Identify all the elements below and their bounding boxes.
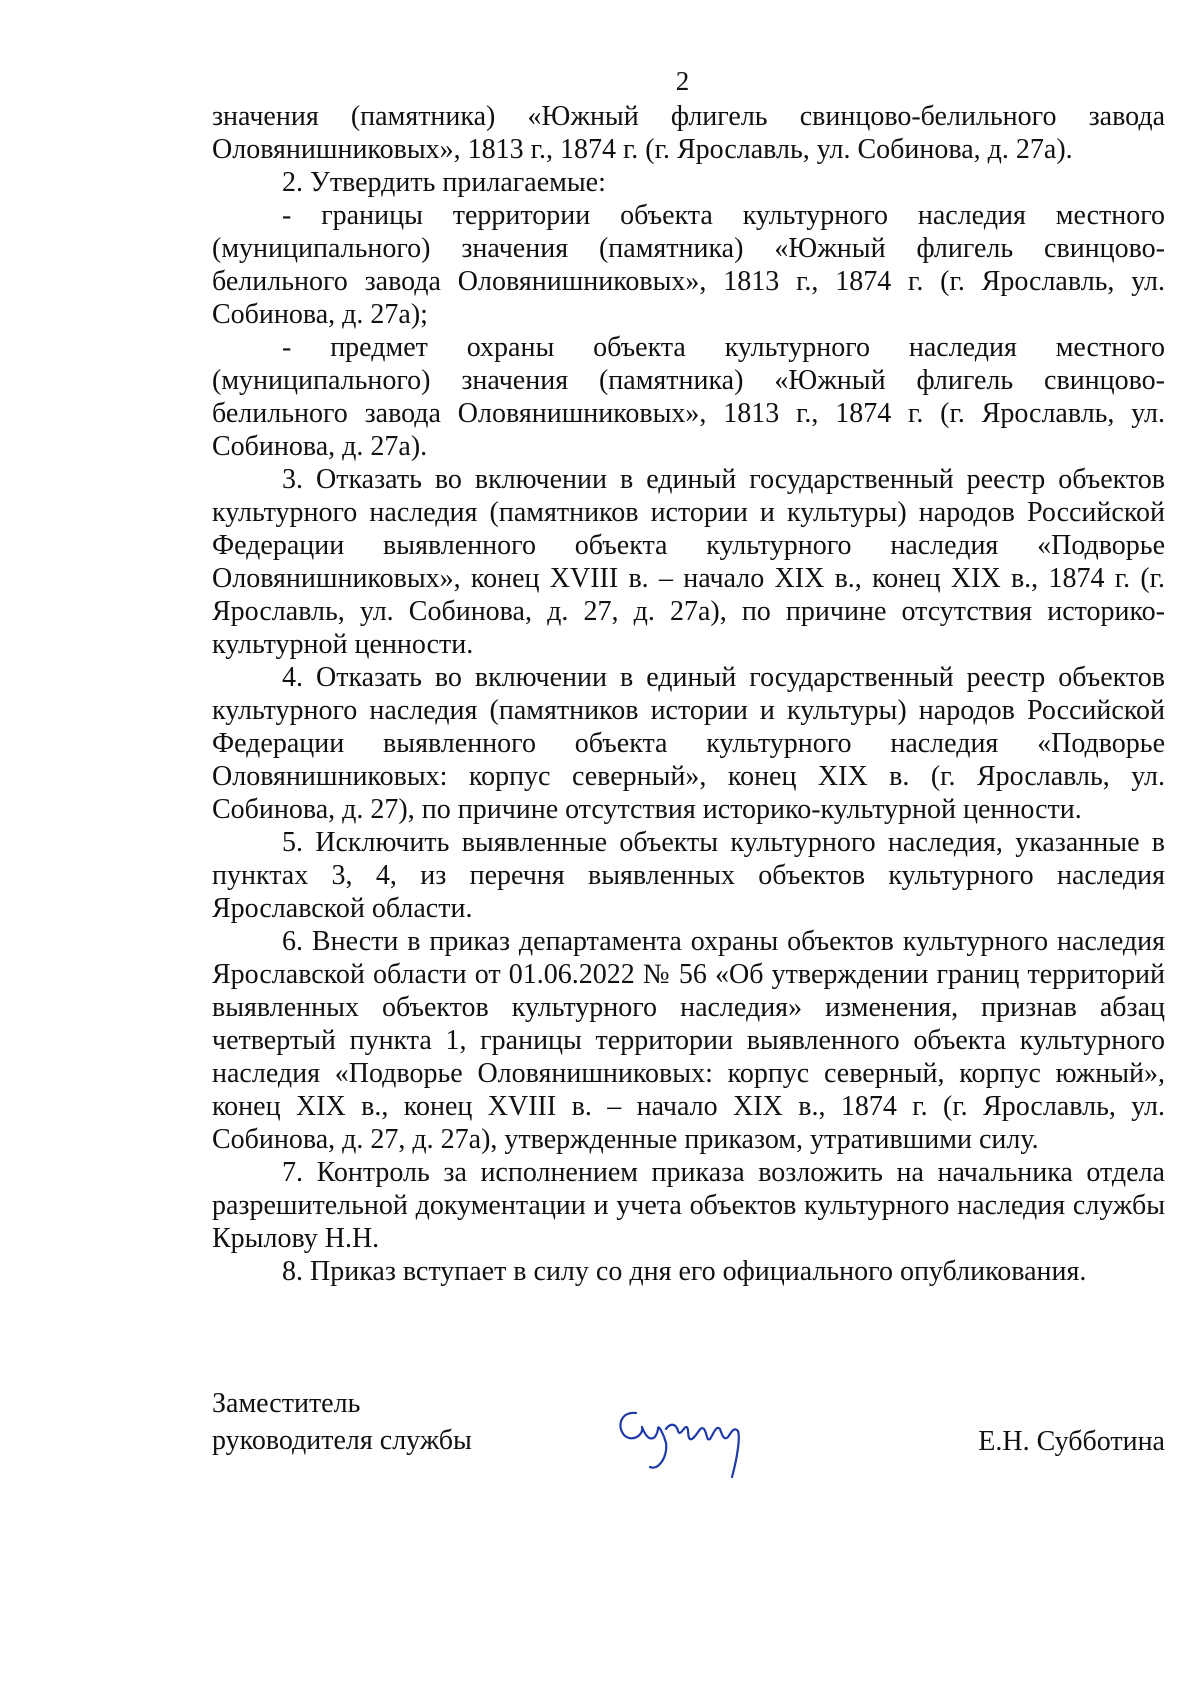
paragraph-7: 7. Контроль за исполнением приказа возложить на начальника отдела разрешительной документации и учета объектов культурного наследия службы Крылову Н.Н. xyxy=(212,1157,1165,1254)
signatory-position-line-2: руководителя службы xyxy=(212,1425,472,1456)
paragraph-3: 3. Отказать во включении в единый государственный реестр объектов культурного наследия (памятников истории и культуры) народов Российской Федерации выявленного объекта культурного наследия «Подворье Оловянишниковых», конец XVIII в. – начало XIX в., конец XIX в., 1874 г. (г. Ярославль, ул. Собинова, д. 27, д. 27а), по причине отсутствия историко-культурной ценности. xyxy=(212,464,1165,660)
signatory-position xyxy=(212,1385,472,1459)
signatory-name: Е.Н. Субботина xyxy=(978,1426,1165,1457)
signature-block xyxy=(212,1385,1165,1505)
paragraph-2-item-protection: - предмет охраны объекта культурного наследия местного (муниципального) значения (памятника) «Южный флигель свинцово-белильного завода Оловянишниковых», 1813 г., 1874 г. (г. Ярославль, ул. Собинова, д. 27а). xyxy=(212,332,1165,462)
paragraph-6: 6. Внести в приказ департамента охраны объектов культурного наследия Ярославской области от 01.06.2022 № 56 «Об утверждении границ территорий выявленных объектов культурного наследия» изменения, признав абзац четвертый пункта 1, границы территории выявленного объекта культурного наследия «Подворье Оловянишниковых: корпус северный, корпус южный», конец XIX в., конец XVIII в. – начало XIX в., 1874 г. (г. Ярославль, ул. Собинова, д. 27, д. 27а), утвержденные приказом, утратившими силу. xyxy=(212,926,1165,1155)
paragraph-2-item-borders: - границы территории объекта культурного наследия местного (муниципального) значения (памятника) «Южный флигель свинцово-белильного завода Оловянишниковых», 1813 г., 1874 г. (г. Ярославль, ул. Собинова, д. 27а); xyxy=(212,200,1165,330)
handwritten-signature xyxy=(612,1385,762,1485)
signature-stroke xyxy=(620,1413,738,1477)
page-number: 2 xyxy=(675,66,690,96)
signatory-position-line-1: Заместитель xyxy=(212,1388,361,1419)
paragraph-4: 4. Отказать во включении в единый государственный реестр объектов культурного наследия (памятников истории и культуры) народов Российской Федерации выявленного объекта культурного наследия «Подворье Оловянишниковых: корпус северный», конец XIX в. (г. Ярославль, ул. Собинова, д. 27), по причине отсутствия историко-культурной ценности. xyxy=(212,662,1165,825)
paragraph-continuation: значения (памятника) «Южный флигель свинцово-белильного завода Оловянишниковых», 1813 г., 1874 г. (г. Ярославль, ул. Собинова, д. 27а). xyxy=(212,101,1165,165)
paragraph-8: 8. Приказ вступает в силу со дня его официального опубликования. xyxy=(282,1256,1087,1287)
paragraph-2-intro: 2. Утвердить прилагаемые: xyxy=(282,167,606,198)
document-body xyxy=(212,100,1165,1288)
paragraph-5: 5. Исключить выявленные объекты культурного наследия, указанные в пунктах 3, 4, из перечня выявленных объектов культурного наследия Ярославской области. xyxy=(212,827,1165,924)
